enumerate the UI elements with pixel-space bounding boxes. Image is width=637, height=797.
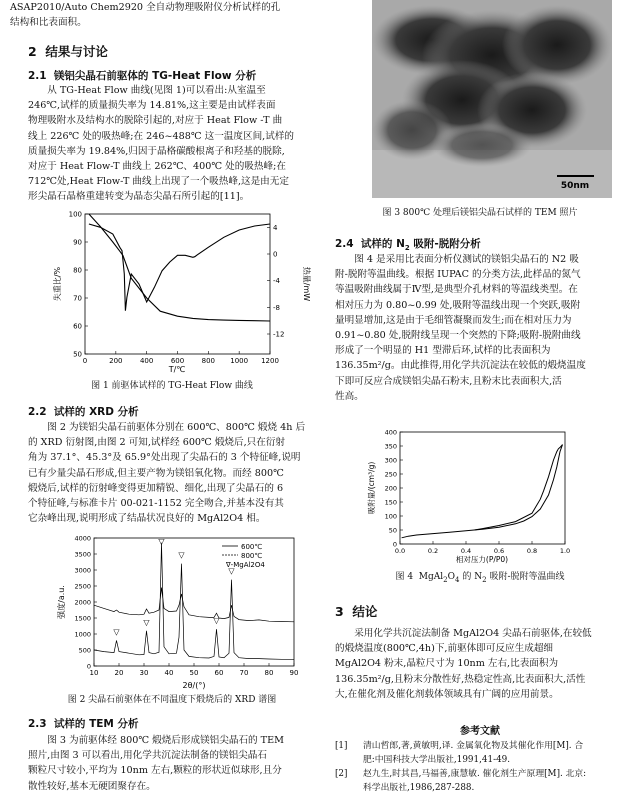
- text-line: 136.35m²/g。由此推得,用化学共沉淀法在较低的煅烧温度: [335, 360, 586, 372]
- fig2-xlabel: 2θ/(°): [182, 681, 206, 690]
- text-line: 质量损失率为 19.84%,归因于晶格碳酸根离子和羟基的脱除,: [28, 145, 285, 157]
- fig1-y2tick-label: -8: [273, 303, 280, 312]
- fig2-ytick-label: 2500: [74, 582, 91, 591]
- section-3-heading: 3 结论: [335, 604, 378, 619]
- fig4-ytick-label: 400: [384, 428, 397, 437]
- fig2-ytick-label: 4000: [74, 534, 91, 543]
- text-line: 性高。: [335, 390, 364, 402]
- reference-text: 肥:中国科技大学出版社,1991,41-49.: [363, 755, 511, 765]
- text-line: 已有少量尖晶石形成,但主要产物为镁铝氧化物。而经 800℃: [28, 467, 284, 479]
- text-line: 712℃处,Heat Flow-T 曲线上出现了一个吸热峰,这是由无定: [28, 176, 289, 188]
- reference-number: [2]: [335, 769, 348, 779]
- text-line: 煅烧后,试样的衍射峰变得更加精锐、细化,出现了尖晶石的 6: [28, 482, 284, 494]
- fig2-spinel-marker: ▽: [158, 537, 165, 546]
- fig1-xtick-label: 1000: [230, 357, 249, 365]
- section-2-heading: 2 结果与讨论: [28, 44, 108, 59]
- reference-text: 赵九生,时其昌,马福善,康慧敏. 催化剂生产原理[M]. 北京:: [363, 769, 587, 779]
- fig1-xlabel: T/℃: [168, 365, 186, 374]
- fig2-spinel-marker: ▽: [213, 616, 220, 626]
- section-2-2-heading: 2.2 试样的 XRD 分析: [28, 406, 139, 418]
- fig1-xtick-label: 800: [201, 357, 216, 365]
- text-line: 附-脱附等温曲线。根据 IUPAC 的分类方法,此样品的氮气: [335, 269, 581, 281]
- text-line: 图 4 是采用比表面分析仪测试的镁铝尖晶石的 N2 吸: [354, 254, 579, 265]
- fig2-spinel-marker: ▽: [228, 566, 235, 576]
- fig2-spinel-marker: ▽: [113, 627, 120, 637]
- fig4-ytick-label: 300: [384, 456, 397, 465]
- fig2-ytick-label: 1000: [74, 630, 91, 639]
- fig2-frame: [94, 538, 294, 666]
- reference-text: 科学出版社,1986,287-288.: [363, 783, 475, 793]
- section-2-1-body: [28, 83, 316, 205]
- section-2-1-heading: 2.1 镁铝尖晶石前驱体的 TG-Heat Flow 分析: [28, 70, 257, 82]
- fig2-ylabel: 强度/a.u.: [57, 585, 66, 619]
- fig1-ytick-label: 100: [68, 210, 82, 219]
- references-title: 参考文献: [460, 726, 500, 737]
- text-line: 图 2 为镁铝尖晶石前驱体分别在 600℃、800℃ 煅烧 4h 后: [47, 422, 306, 433]
- fig2-ytick-label: 0: [86, 662, 91, 671]
- fig4-desorption-curve: [474, 445, 562, 530]
- fig4-ytick-label: 100: [384, 512, 397, 521]
- figure-4-isotherm: [362, 424, 572, 566]
- fig2-legend-800: 800℃: [241, 552, 263, 560]
- fig2-xtick-label: 30: [139, 669, 149, 677]
- fig4-xtick-label: 0.4: [460, 547, 472, 555]
- reference-item: [335, 739, 625, 767]
- fig4-xtick-label: 0.6: [493, 547, 505, 555]
- text-line: MgAl2O4 粉末,晶粒尺寸为 10nm 左右,比表面积为: [335, 658, 559, 670]
- fig4-ytick-label: 0: [392, 540, 397, 549]
- fig1-y2tick-label: 0: [273, 250, 278, 259]
- fig1-xtick-label: 200: [109, 357, 123, 365]
- fig2-xtick-label: 90: [289, 669, 299, 677]
- fig4-ytick-label: 350: [384, 442, 397, 451]
- fig1-ylabel-right: 热量/mW: [302, 266, 311, 302]
- fig2-xtick-label: 10: [89, 669, 99, 677]
- text-line: 相对压力为 0.80~0.99 处,吸附等温线出现一个突跃,吸附: [335, 299, 581, 311]
- fig4-ytick-label: 200: [384, 484, 397, 493]
- section-2-4-heading: 2.4 试样的 $N_2$ 吸附-脱附分析: [335, 238, 481, 253]
- fig1-xtick-label: 0: [82, 357, 88, 365]
- top-text: ASAP2010/Auto Chem2920 全自动物理吸附仪分析试样的孔 结构和比表面积。: [10, 2, 281, 29]
- reference-number: [1]: [335, 741, 348, 751]
- figure-1-tg-heat-flow: [52, 206, 312, 376]
- fig1-tg-curve: [89, 214, 270, 321]
- section-2-3-heading: 2.3 试样的 TEM 分析: [28, 718, 139, 730]
- fig1-y2tick-label: 4: [273, 223, 278, 232]
- fig4-frame: [400, 432, 565, 544]
- text-line: 对应于 Heat Flow-T 曲线上 262℃、400℃ 处的吸热峰;在: [28, 161, 286, 173]
- fig4-ytick-label: 250: [384, 470, 397, 479]
- fig1-xtick-label: 1200: [261, 357, 279, 365]
- text-line: 采用化学共沉淀法制备 MgAl2O4 尖晶石前驱体,在较低: [354, 628, 592, 639]
- fig4-ytick-label: 50: [388, 526, 397, 535]
- references-list: [335, 739, 625, 795]
- fig2-xtick-label: 80: [264, 669, 274, 677]
- reference-item: [335, 767, 625, 795]
- text-line: 大,在催化剂及催化剂载体领域具有广阔的应用前景。: [335, 688, 559, 700]
- fig1-y2tick-label: -12: [273, 330, 285, 339]
- figure-2-xrd: [52, 532, 312, 692]
- fig1-ylabel-left: 失重比/%: [53, 266, 62, 302]
- section-2-2-body: [28, 420, 316, 526]
- fig2-ytick-label: 500: [78, 646, 91, 655]
- fig1-heatflow-curve: [89, 224, 270, 311]
- fig2-xtick-label: 50: [189, 669, 199, 677]
- text-line: 个特征峰,与标准卡片 00-021-1152 完全吻合,并基本没有其: [28, 498, 284, 510]
- fig2-xtick-label: 70: [239, 669, 249, 677]
- text-line: 下即可反应合成镁铝尖晶石粉末,且粉末比表面积大,活: [335, 375, 562, 387]
- fig1-xtick-label: 400: [139, 357, 154, 365]
- fig2-legend-spinel: ∇-MgAl2O4: [226, 561, 265, 569]
- text-line: 物理吸附水及结构水的脱除引起的,对应于 Heat Flow -T 曲: [28, 115, 283, 127]
- fig4-ytick-label: 150: [384, 498, 397, 507]
- figure-3-caption: 图 3 800℃ 处理后镁铝尖晶石试样的 TEM 照片: [382, 208, 578, 218]
- fig2-spinel-marker: ▽: [178, 550, 185, 560]
- fig4-xlabel: 相对压力(P/P0): [455, 555, 509, 564]
- text-line: 等温吸附曲线属于Ⅳ型,是典型介孔材料的等温线类型。在: [335, 284, 578, 296]
- section-3-body: [335, 626, 625, 702]
- figure-3-tem-image: [372, 0, 612, 198]
- text-line: 量明显增加,这是由于毛细管凝聚而发生;而在相对压力为: [335, 314, 572, 326]
- fig2-ytick-label: 3500: [74, 550, 91, 559]
- tem-scale-label: 50nm: [560, 181, 590, 191]
- text-line: 246℃,试样的质量损失率为 14.81%,这主要是由试样表面: [28, 100, 276, 112]
- text-line: 照片,由图 3 可以看出,用化学共沉淀法制备的镁铝尖晶石: [28, 750, 267, 762]
- text-line: 散性较好,基本无硬团聚存在。: [28, 780, 156, 792]
- fig1-ytick-label: 70: [73, 294, 82, 303]
- fig1-ytick-label: 90: [73, 238, 82, 247]
- figure-1-caption: 图 1 前驱体试样的 TG-Heat Flow 曲线: [91, 381, 253, 391]
- text-line: 颗粒尺寸较小,平均为 10nm 左右,颗粒的形状近似球形,且分: [28, 765, 282, 777]
- section-2-4-body: [335, 252, 625, 404]
- text-line: 136.35m²/g,且粉末分散性好,热稳定性高,比表面积大,活性: [335, 673, 586, 685]
- text-line: 它杂峰出现,说明形成了结晶状况良好的 MgAl2O4 相。: [28, 513, 266, 525]
- fig1-ytick-label: 80: [73, 266, 82, 275]
- fig1-ytick-label: 60: [73, 322, 82, 331]
- text-line: 角为 37.1°、45.3°及 65.9°处出现了尖晶石的 3 个特征峰,说明: [28, 452, 301, 464]
- text-line: 图 3 为前驱体经 800℃ 煅烧后形成镁铝尖晶石的 TEM: [47, 735, 284, 746]
- text-line: 形成了一个明显的 H1 型滞后环,试样的比表面积为: [335, 345, 551, 357]
- fig2-ytick-label: 2000: [74, 598, 91, 607]
- fig1-xtick-label: 600: [170, 357, 185, 365]
- text-line: 从 TG-Heat Flow 曲线(见图 1)可以看出:从室温至: [47, 85, 266, 96]
- fig2-xtick-label: 40: [164, 669, 174, 677]
- fig2-series-600: [94, 588, 294, 622]
- fig2-legend: [222, 543, 265, 569]
- fig2-spinel-marker: ▽: [143, 617, 150, 627]
- fig2-ytick-label: 1500: [74, 614, 91, 623]
- reference-text: 清山哲郎,著,黄敏明,译. 金属氧化物及其催化作用[M]. 合: [363, 741, 584, 751]
- fig4-xtick-label: 0.0: [394, 547, 406, 555]
- text-line: 的煅烧温度(800℃,4h)下,前驱体即可反应生成超细: [335, 643, 554, 655]
- text-line: 线上 226℃ 处的吸热峰;在 246~488℃ 这一温度区间,试样的: [28, 130, 295, 142]
- fig4-xtick-label: 1.0: [559, 547, 571, 555]
- fig2-ytick-label: 3000: [74, 566, 91, 575]
- fig2-xtick-label: 20: [114, 669, 124, 677]
- fig2-xtick-label: 60: [214, 669, 224, 677]
- fig2-legend-600: 600℃: [241, 543, 263, 551]
- figure-2-caption: 图 2 尖晶石前驱体在不同温度下煅烧后的 XRD 谱图: [67, 695, 277, 705]
- text-line: 形尖晶石晶格重建转变为晶态尖晶石所引起的[11]。: [28, 191, 250, 203]
- text-line: 的 XRD 衍射图,由图 2 可知,试样经 600℃ 煅烧后,只在衍射: [28, 437, 286, 449]
- fig4-xtick-label: 0.2: [427, 547, 439, 555]
- section-2-3-body: [28, 733, 316, 794]
- fig4-adsorption-curve: [402, 445, 563, 538]
- fig1-y2tick-label: -4: [273, 277, 280, 286]
- fig4-ylabel: 吸附量/(cm³/g): [367, 461, 376, 515]
- fig4-xtick-label: 0.8: [526, 547, 538, 555]
- text-line: 0.91~0.80 处,脱附线呈现一个突然的下降;吸附-脱附曲线: [335, 330, 581, 342]
- fig1-ytick-label: 50: [73, 350, 82, 359]
- figure-4-caption: 图 4 $MgAl_2O_4$ 的 $N_2$ 吸附-脱附等温曲线: [395, 572, 565, 584]
